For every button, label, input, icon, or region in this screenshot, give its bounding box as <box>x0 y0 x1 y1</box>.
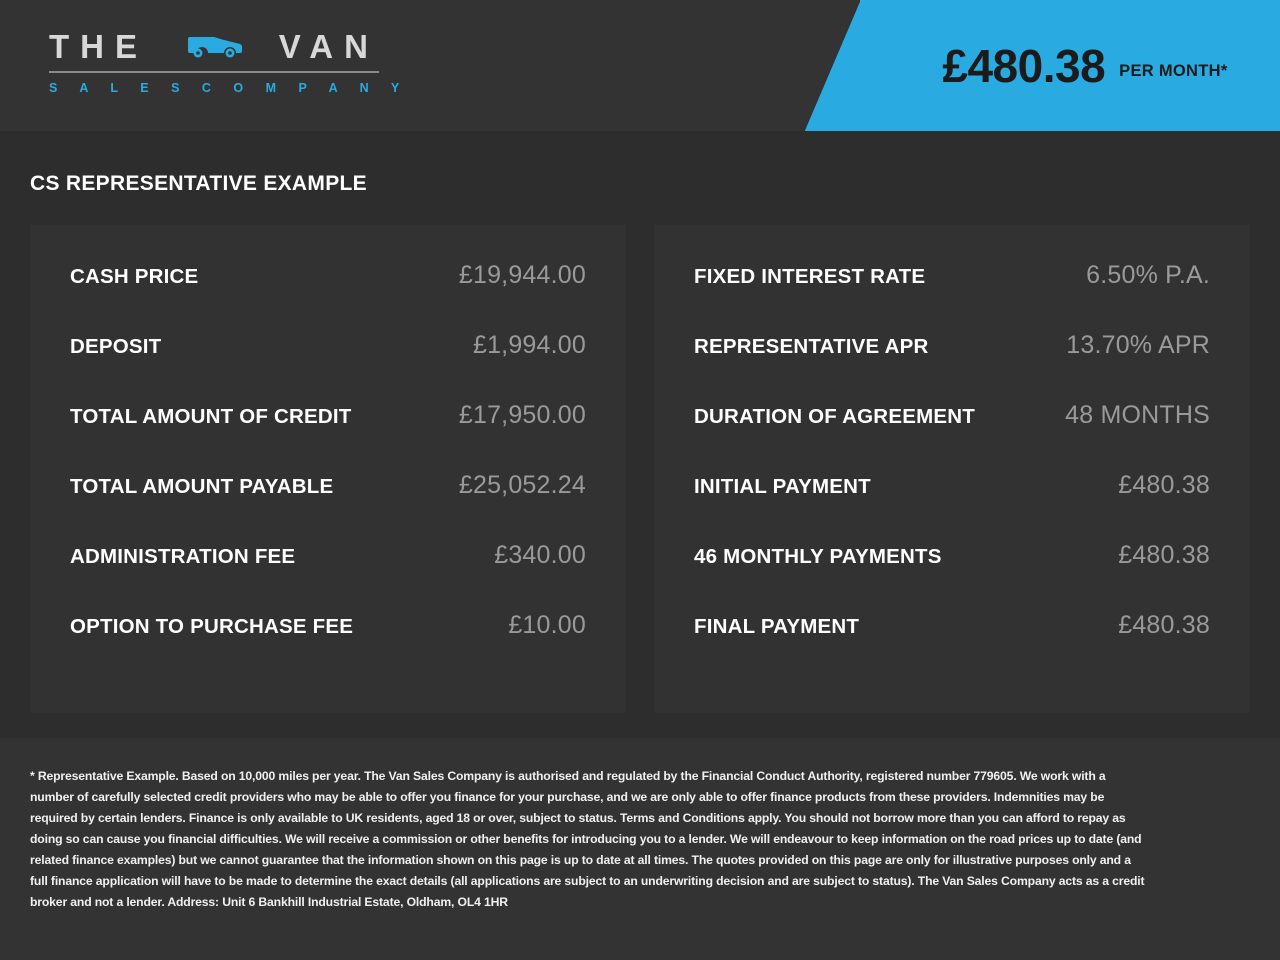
row-label: DURATION OF AGREEMENT <box>694 405 975 428</box>
table-row <box>70 401 586 471</box>
table-row <box>694 611 1210 681</box>
row-label: OPTION TO PURCHASE FEE <box>70 615 354 638</box>
disclaimer-text: * Representative Example. Based on 10,000 miles per year. The Van Sales Company is authorised and regulated by the Financial Conduct Authority, registered number 779605. We work with a number of carefully selected credit providers who may be able to offer you finance for your purchase, and we are only able to offer finance products from these providers. Indemnities may be required by certain lenders. Finance is only available to UK residents, aged 18 or over, subject to status. Terms and Conditions apply. You should not borrow more than you can afford to repay as doing so can cause you financial difficulties. We will receive a commission or other benefits for introducing you to a lender. We will endeavour to keep information on the road prices up to date (and related finance examples) but we cannot guarantee that the information shown on this page is up to date at all times. The quotes provided on this page are only for illustrative purposes only and a full finance application will have to be made to determine the exact details (all applications are subject to an underwriting decision and are subject to status). The Van Sales Company acts as a credit broker and not a lender. Address: Unit 6 Bankhill Industrial Estate, Oldham, OL4 1HR <box>30 769 1145 909</box>
table-row <box>70 261 586 331</box>
row-value: £25,052.24 <box>458 471 586 499</box>
row-value: £1,994.00 <box>472 331 586 359</box>
logo-divider <box>49 71 379 73</box>
row-label: CASH PRICE <box>70 265 199 288</box>
table-row <box>694 331 1210 401</box>
brand-logo[interactable] <box>49 27 409 95</box>
logo-subtitle: S A L E S C O M P A N Y <box>49 81 409 95</box>
logo-text-van: VAN <box>278 27 379 65</box>
table-row <box>70 541 586 611</box>
monthly-price-period: PER MONTH* <box>1119 62 1228 80</box>
row-label: ADMINISTRATION FEE <box>70 545 296 568</box>
row-label: TOTAL AMOUNT OF CREDIT <box>70 405 352 428</box>
row-value: 48 MONTHS <box>1065 401 1210 429</box>
page-title: CS REPRESENTATIVE EXAMPLE <box>30 172 367 195</box>
row-label: 46 MONTHLY PAYMENTS <box>694 545 942 568</box>
row-value: £340.00 <box>494 541 586 569</box>
main-content <box>0 131 1280 713</box>
table-row <box>70 331 586 401</box>
row-value: £19,944.00 <box>458 261 586 289</box>
table-row <box>694 471 1210 541</box>
footer-disclaimer <box>0 738 1280 960</box>
row-label: FINAL PAYMENT <box>694 615 860 638</box>
left-figures-panel <box>30 225 626 713</box>
van-icon <box>182 29 244 64</box>
row-value: 6.50% P.A. <box>1086 261 1210 289</box>
table-row <box>694 541 1210 611</box>
table-row <box>694 261 1210 331</box>
row-label: TOTAL AMOUNT PAYABLE <box>70 475 334 498</box>
row-label: INITIAL PAYMENT <box>694 475 871 498</box>
logo-wordmark-row <box>49 28 379 68</box>
table-row <box>70 471 586 541</box>
finance-figures-panels <box>30 225 1250 713</box>
monthly-price-amount: £480.38 <box>942 39 1106 92</box>
page-header <box>0 0 1280 131</box>
row-value: £480.38 <box>1118 471 1210 499</box>
table-row <box>694 401 1210 471</box>
row-value: £480.38 <box>1118 541 1210 569</box>
row-value: £10.00 <box>508 611 586 639</box>
row-label: REPRESENTATIVE APR <box>694 335 929 358</box>
row-value: £480.38 <box>1118 611 1210 639</box>
row-label: DEPOSIT <box>70 335 162 358</box>
table-row <box>70 611 586 681</box>
monthly-price-banner <box>860 0 1280 131</box>
logo-text-the: THE <box>49 27 148 65</box>
row-value: £17,950.00 <box>458 401 586 429</box>
row-value: 13.70% APR <box>1066 331 1210 359</box>
right-figures-panel <box>654 225 1250 713</box>
row-label: FIXED INTEREST RATE <box>694 265 926 288</box>
